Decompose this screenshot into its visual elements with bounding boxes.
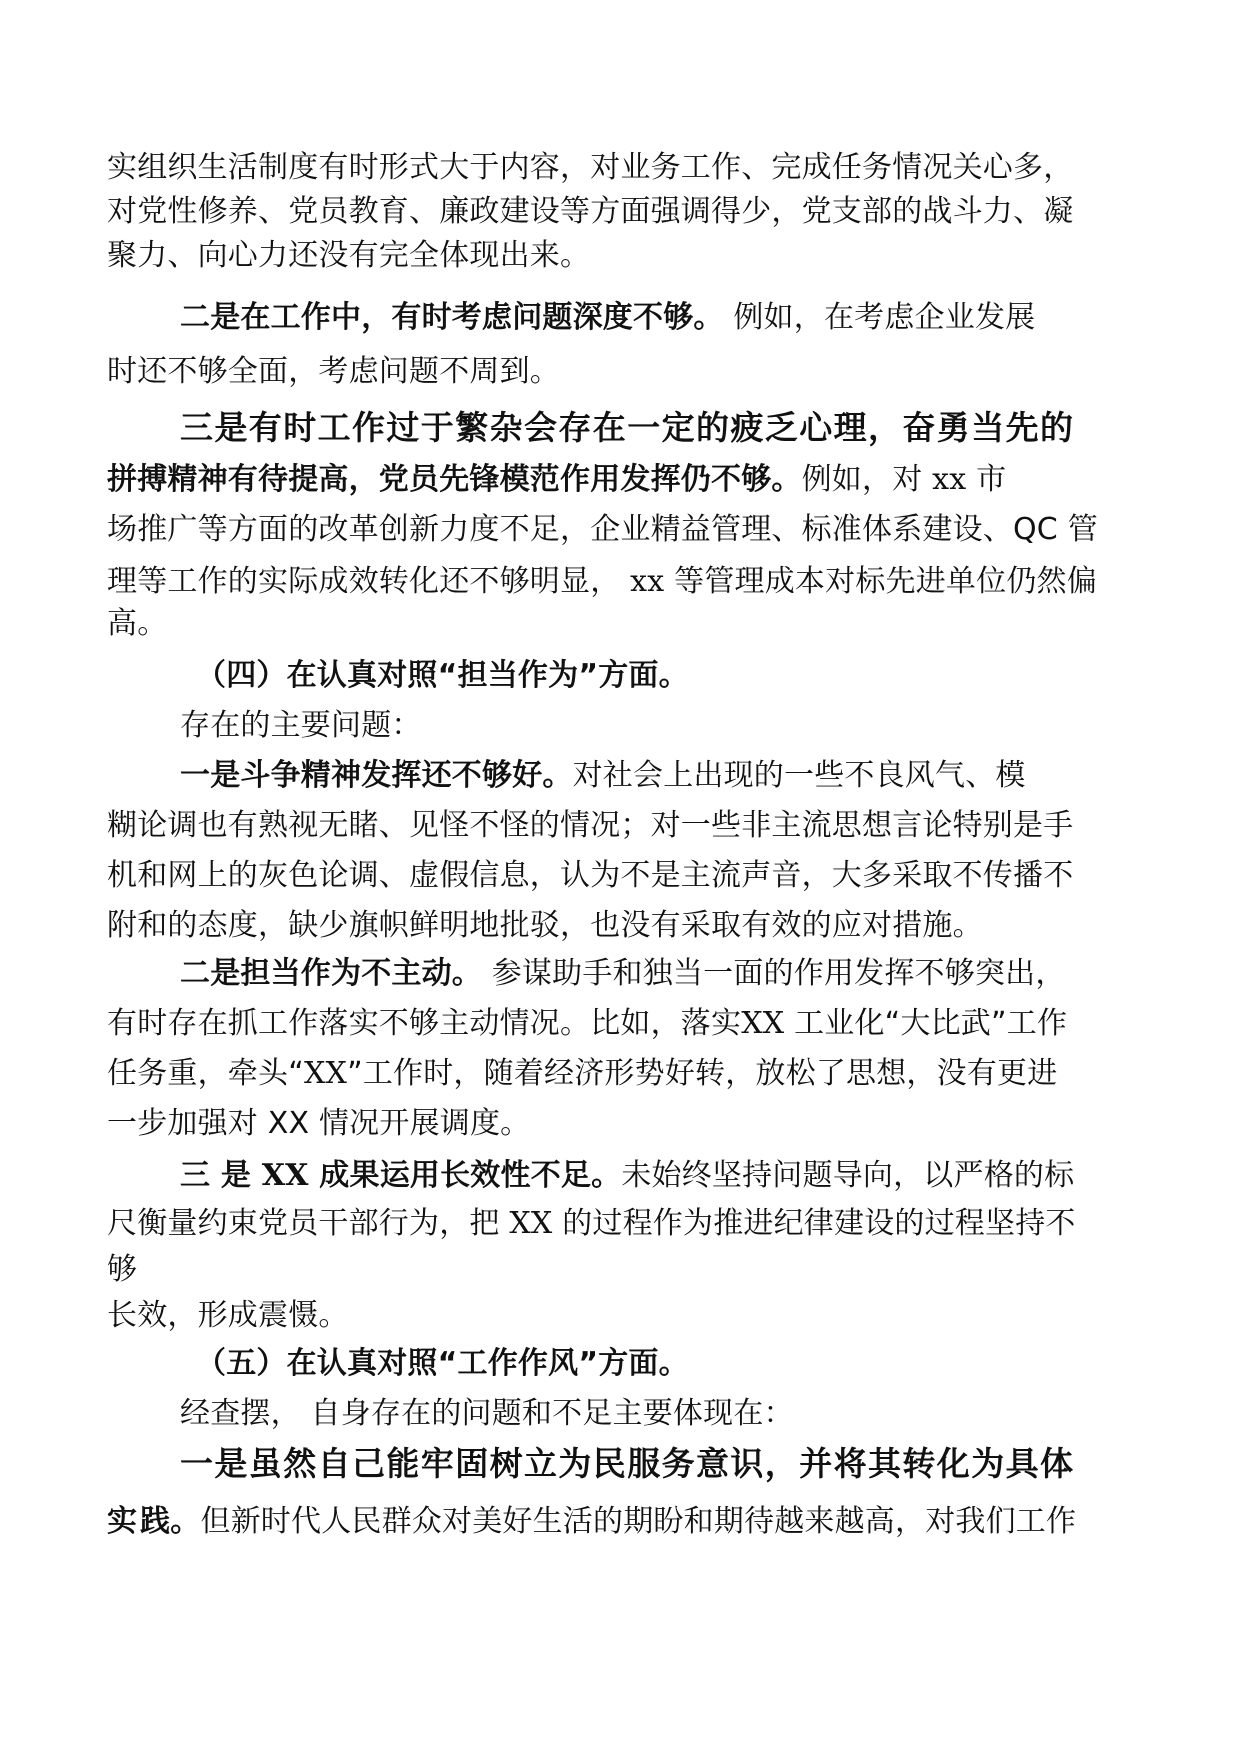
placeholder-text: XX [261, 1158, 309, 1193]
text-line: 够 [107, 1252, 138, 1287]
point-text: 任务重，牵头“ [107, 1056, 304, 1091]
point-text: 但新时代人民群众对美好生活的期盼和期待越来越高，对我们工作 [200, 1504, 1077, 1539]
text-line: 高。 [107, 606, 168, 641]
point-heading: 一是斗争精神发挥还不够好。 [180, 758, 573, 793]
paragraph-line [107, 1054, 1057, 1094]
paragraph-line [107, 562, 1097, 602]
point-text: ”工作时，随着经济形势好转，放松了思想，没有更进 [347, 1056, 1058, 1091]
text-line: 实组织生活制度有时形式大于内容，对业务工作、完成任务情况关心多， [107, 150, 1074, 185]
paragraph-first-line [180, 756, 1026, 796]
section-heading: （五）在认真对照“工作作风”方面。 [196, 1346, 689, 1381]
point-text: 未始终坚持问题导向，以严格的标 [621, 1158, 1075, 1193]
paragraph-line [107, 1204, 1076, 1244]
placeholder-text: xx [932, 462, 967, 497]
section-heading: （四）在认真对照“担当作为”方面。 [196, 658, 689, 693]
placeholder-text: XX [741, 1006, 785, 1041]
paragraph-line [107, 1502, 1076, 1542]
paragraph-line [107, 460, 1006, 500]
text-line: 机和网上的灰色论调、虚假信息，认为不是主流声音，大多采取不传播不 [107, 858, 1074, 893]
point-text: 等管理成本对标先进单位仍然偏 [664, 564, 1097, 599]
paragraph-first-line [180, 954, 1066, 994]
point-heading: 三是有时工作过于繁杂会存在一定的疲乏心理，奋勇当先的 [180, 408, 1075, 447]
point-text: 例如，在考虑企业发展 [723, 300, 1036, 335]
point-text: 工业化“大比武”工作 [784, 1006, 1068, 1041]
paragraph-first-line [180, 298, 1035, 338]
placeholder-text: XX [509, 1206, 553, 1241]
point-heading: 成果运用长效性不足。 [308, 1158, 622, 1193]
point-text: 参谋助手和独当一面的作用发挥不够突出， [482, 956, 1066, 991]
point-heading: 三 是 [180, 1158, 262, 1193]
text-line: 附和的态度，缺少旗帜鲜明地批驳，也没有采取有效的应对措施。 [107, 908, 983, 943]
text-line: 长效，形成震慑。 [107, 1298, 349, 1333]
point-heading: 拼搏精神有待提高，党员先锋模范作用发挥仍不够。 [107, 462, 802, 497]
point-text: 有时存在抓工作落实不够主动情况。比如，落实 [107, 1006, 742, 1041]
text-line: 场推广等方面的改革创新力度不足，企业精益管理、标准体系建设、QC 管 [107, 512, 1098, 547]
point-text: 理等工作的实际成效转化还不够明显， [107, 564, 631, 599]
point-heading: 二是担当作为不主动。 [180, 956, 482, 991]
point-heading: 践。 [140, 1504, 201, 1539]
point-text: 尺衡量约束党员干部行为，把 [107, 1206, 510, 1241]
section-intro: 经查摆， 自身存在的问题和不足主要体现在： [180, 1396, 794, 1431]
paragraph-line [107, 1004, 1067, 1044]
text-line: 对党性修养、党员教育、廉政建设等方面强调得少，党支部的战斗力、凝 [107, 194, 1074, 229]
point-heading: 一是虽然自己能牢固树立为民服务意识，并将其转化为具体 [180, 1444, 1075, 1483]
placeholder-text: xx [630, 564, 665, 599]
point-text: 市 [966, 462, 1007, 497]
point-text: 例如，对 [801, 462, 933, 497]
point-text: 对社会上出现的一些不良风气、模 [572, 758, 1026, 793]
text-line: 一步加强对 XX 情况开展调度。 [107, 1106, 531, 1141]
section-intro: 存在的主要问题： [180, 708, 422, 743]
text-line: 聚力、向心力还没有完全体现出来。 [107, 238, 591, 273]
point-heading: 实 [107, 1504, 140, 1539]
point-text: 的过程作为推进纪律建设的过程坚持不 [552, 1206, 1076, 1241]
text-line: 时还不够全面，考虑问题不周到。 [107, 354, 560, 389]
paragraph-first-line [180, 1156, 1074, 1196]
placeholder-text: XX [303, 1056, 348, 1091]
point-heading: 二是在工作中，有时考虑问题深度不够。 [180, 300, 724, 335]
text-line: 糊论调也有熟视无睹、见怪不怪的情况；对一些非主流思想言论特别是手 [107, 808, 1074, 843]
